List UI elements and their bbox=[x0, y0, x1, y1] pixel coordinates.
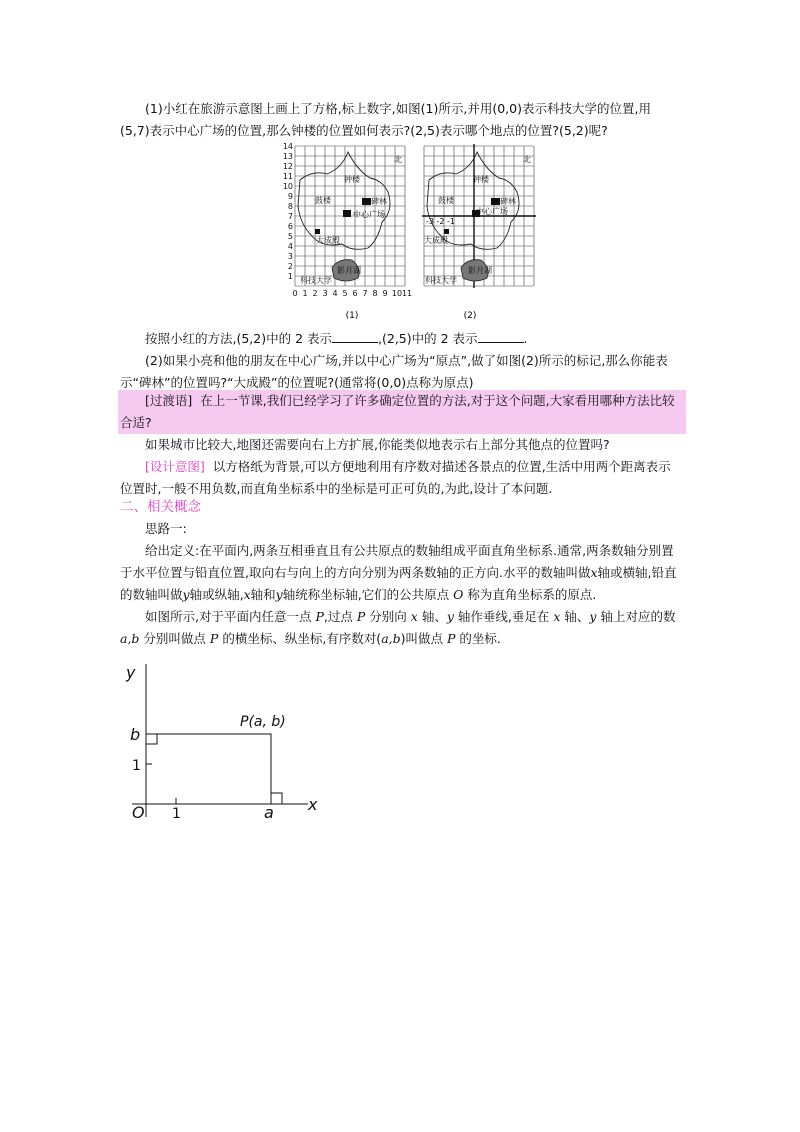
fill-in-question: 按照小红的方法,(5,2)中的 2 表示 ,(2,5)中的 2 表示 . bbox=[145, 331, 528, 346]
place-university: 科技大学 bbox=[425, 276, 457, 285]
place-gulou: 鼓楼 bbox=[315, 196, 331, 205]
place-yingyuehu: 影月湖 bbox=[468, 266, 492, 275]
place-yingyuehu: 影月湖 bbox=[337, 266, 361, 275]
north-label: 北 bbox=[523, 155, 531, 164]
answer-blank-2[interactable] bbox=[478, 331, 524, 343]
map1-ytick: 6 bbox=[287, 222, 293, 231]
answer-blank-1[interactable] bbox=[332, 331, 378, 343]
place-center: 中心广场 bbox=[476, 207, 508, 216]
map1-ytick: 12 bbox=[282, 162, 293, 171]
map1-xtick: 2 bbox=[312, 289, 318, 298]
origin-label: O bbox=[132, 803, 145, 822]
point-label: P(a, b) bbox=[240, 714, 286, 730]
map1-xtick: 3 bbox=[322, 289, 328, 298]
map1-xtick: 10 bbox=[391, 289, 403, 298]
design-intent: [设计意图] 以方格纸为背景,可以方便地利用有序数对描述各景点的位置,生活中用两个距离表示位置时,一般不用负数,而直角坐标系中的坐标是可正可负的,为此,设计了本问题. bbox=[120, 459, 671, 496]
map1-ytick: 10 bbox=[282, 182, 293, 191]
design-tag: [设计意图] bbox=[145, 459, 205, 474]
question-2: (2)如果小亮和他的朋友在中心广场,并以中心广场为“原点”,做了如图(2)所示的标记,那么你能表示“碑林”的位置吗?“大成殿”的位置呢?(通常将(0,0)点称为原点) bbox=[120, 353, 668, 390]
place-dachengdian: 大成殿 bbox=[424, 236, 448, 245]
map1-xtick: 7 bbox=[362, 289, 368, 298]
one-x-label: 1 bbox=[172, 806, 181, 822]
place-zhonglou: 钟楼 bbox=[473, 175, 489, 184]
section-title: 二、相关概念 bbox=[120, 499, 201, 515]
map1-caption: (1) bbox=[345, 311, 359, 320]
map1-ytick: 2 bbox=[287, 262, 293, 271]
place-center: 中心广场 bbox=[353, 210, 385, 219]
map1-xtick: 6 bbox=[352, 289, 358, 298]
one-y-label: 1 bbox=[132, 758, 141, 774]
definition-paragraph: 给出定义:在平面内,两条互相垂直且有公共原点的数轴组成平面直角坐标系.通常,两条数轴分别置于水平位置与铅直位置,取向右与向上的方向分别为两条数轴的正方向.水平的数轴叫做x轴或横轴,铅直的数轴叫做y轴或纵轴,x轴和y轴统称坐标轴,它们的公共原点 O 称为直角坐标系的原点. bbox=[120, 543, 677, 602]
place-beilin: 碑林 bbox=[500, 197, 516, 206]
map1-ytick: 8 bbox=[287, 202, 293, 211]
place-dachengdian: 大成殿 bbox=[316, 236, 340, 245]
a-label: a bbox=[264, 803, 274, 822]
map1-ytick: 5 bbox=[287, 232, 293, 241]
perpendicular-lines bbox=[146, 734, 271, 804]
transition-block: [过渡语] 在上一节课,我们已经学习了许多确定位置的方法,对于这个问题,大家看用哪种方法比较合适? bbox=[118, 390, 686, 434]
question-1: (1)小红在旅游示意图上画上了方格,标上数字,如图(1)所示,并用(0,0)表示科技大学的位置,用(5,7)表示中心广场的位置,那么钟楼的位置如何表示?(2,5)表示哪个地点的位置?(5,2)呢? bbox=[120, 101, 651, 138]
coordinate-definition: 如图所示,对于平面内任意一点 P,过点 P 分别向 x 轴、y 轴作垂线,垂足在 x 轴、y 轴上对应的数 a,b 分别叫做点 P 的横坐标、纵坐标,有序数对(a,b)叫做点 P 的坐标. bbox=[120, 609, 676, 646]
map1-ytick: 11 bbox=[282, 172, 293, 181]
y-axis-label: y bbox=[126, 663, 136, 682]
map2-axis-label: -3 -2 -1 bbox=[426, 217, 456, 226]
map1-ytick: 4 bbox=[287, 242, 293, 251]
map-figure-2 bbox=[418, 140, 540, 320]
map-figure-1 bbox=[282, 140, 412, 320]
place-university: 科技大学 bbox=[300, 276, 332, 285]
place-beilin: 碑林 bbox=[371, 197, 387, 206]
map1-ytick: 1 bbox=[287, 272, 293, 281]
map1-xtick: 5 bbox=[342, 289, 348, 298]
map2-caption: (2) bbox=[463, 311, 477, 320]
extension-question: 如果城市比较大,地图还需要向右上方扩展,你能类似地表示右上部分其他点的位置吗? bbox=[145, 437, 610, 452]
map1-xtick: 0 bbox=[292, 289, 298, 298]
map1-xtick: 4 bbox=[332, 289, 338, 298]
x-axis-label: x bbox=[308, 795, 318, 814]
map1-xtick: 9 bbox=[382, 289, 388, 298]
map1-ytick: 7 bbox=[287, 212, 293, 221]
map1-xtick: 11 bbox=[401, 289, 412, 298]
map1-ytick: 13 bbox=[282, 152, 293, 161]
north-label: 北 bbox=[394, 155, 402, 164]
b-label: b bbox=[130, 725, 141, 744]
place-gulou: 鼓楼 bbox=[438, 196, 454, 205]
map1-xtick: 8 bbox=[372, 289, 378, 298]
map1-ytick: 9 bbox=[287, 192, 293, 201]
idea-label: 思路一: bbox=[145, 521, 187, 536]
map1-ytick: 14 bbox=[282, 142, 293, 151]
place-zhonglou: 钟楼 bbox=[344, 175, 360, 184]
coordinate-figure bbox=[118, 652, 333, 827]
right-angle-y bbox=[146, 734, 157, 744]
map1-xtick: 1 bbox=[302, 289, 308, 298]
map1-ytick: 3 bbox=[287, 252, 293, 261]
